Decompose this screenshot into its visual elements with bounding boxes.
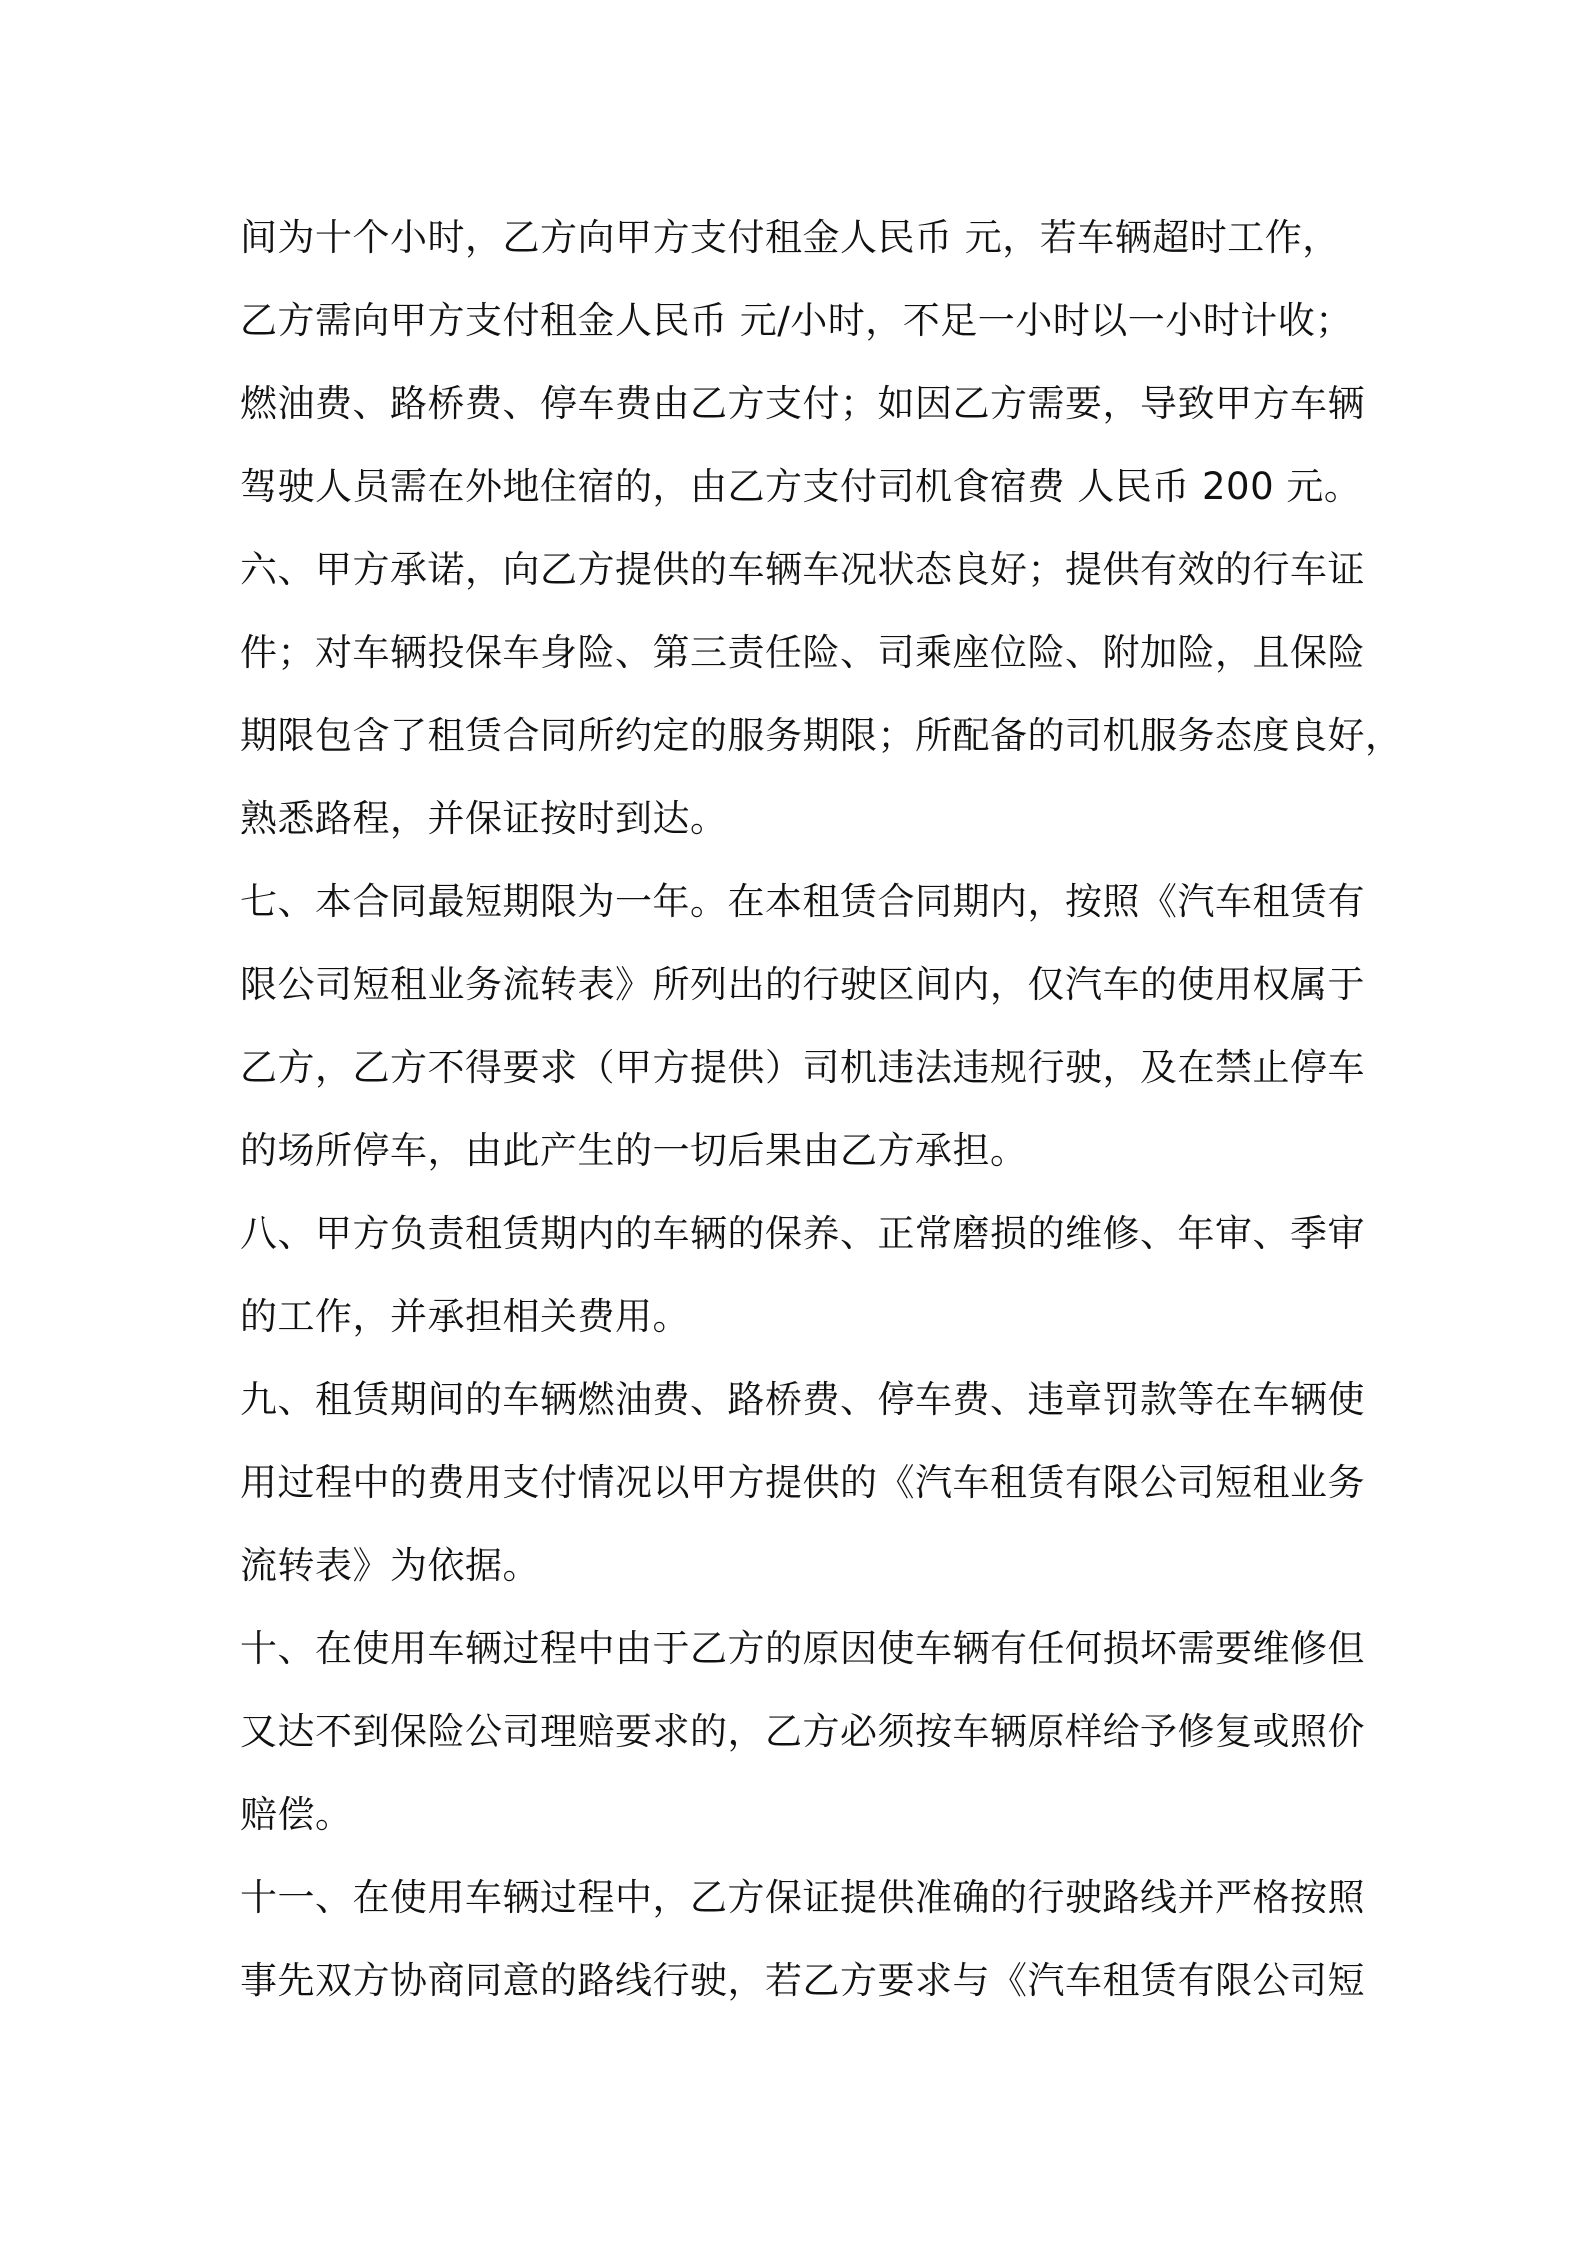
text-line: 限公司短租业务流转表》所列出的行驶区间内，仅汽车的使用权属于: [240, 963, 1365, 1006]
text-line: 驾驶人员需在外地住宿的，由乙方支付司机食宿费 人民币 200 元。: [240, 465, 1362, 508]
text-line: 的工作，并承担相关费用。: [240, 1295, 690, 1338]
clause-9-line: 九、租赁期间的车辆燃油费、路桥费、停车费、违章罚款等在车辆使: [240, 1378, 1365, 1421]
text-line: 流转表》为依据。: [240, 1544, 540, 1587]
contract-text: [240, 196, 1403, 2022]
text-line: 乙方，乙方不得要求（甲方提供）司机违法违规行驶，及在禁止停车: [240, 1046, 1365, 1089]
text-line: 用过程中的费用支付情况以甲方提供的《汽车租赁有限公司短租业务: [240, 1461, 1365, 1504]
text-line: 期限包含了租赁合同所约定的服务期限；所配备的司机服务态度良好，: [240, 714, 1403, 757]
text-line: 的场所停车，由此产生的一切后果由乙方承担。: [240, 1129, 1028, 1172]
clause-6-line: 六、甲方承诺，向乙方提供的车辆车况状态良好；提供有效的行车证: [240, 548, 1365, 591]
text-line: 事先双方协商同意的路线行驶，若乙方要求与《汽车租赁有限公司短: [240, 1959, 1365, 2002]
text-line: 间为十个小时，乙方向甲方支付租金人民币 元，若车辆超时工作，: [240, 216, 1340, 259]
text-line: 熟悉路程，并保证按时到达。: [240, 797, 728, 840]
text-line: 赔偿。: [240, 1793, 353, 1836]
clause-10-line: 十、在使用车辆过程中由于乙方的原因使车辆有任何损坏需要维修但: [240, 1627, 1365, 1670]
text-line: 件；对车辆投保车身险、第三责任险、司乘座位险、附加险，且保险: [240, 631, 1365, 674]
clause-8-line: 八、甲方负责租赁期内的车辆的保养、正常磨损的维修、年审、季审: [240, 1212, 1365, 1255]
text-line: 乙方需向甲方支付租金人民币 元/小时，不足一小时以一小时计收；: [240, 299, 1353, 342]
text-line: 燃油费、路桥费、停车费由乙方支付；如因乙方需要，导致甲方车辆: [240, 382, 1365, 425]
clause-11-line: 十一、在使用车辆过程中，乙方保证提供准确的行驶路线并严格按照: [240, 1876, 1365, 1919]
clause-7-line: 七、本合同最短期限为一年。在本租赁合同期内，按照《汽车租赁有: [240, 880, 1365, 923]
text-line: 又达不到保险公司理赔要求的，乙方必须按车辆原样给予修复或照价: [240, 1710, 1365, 1753]
